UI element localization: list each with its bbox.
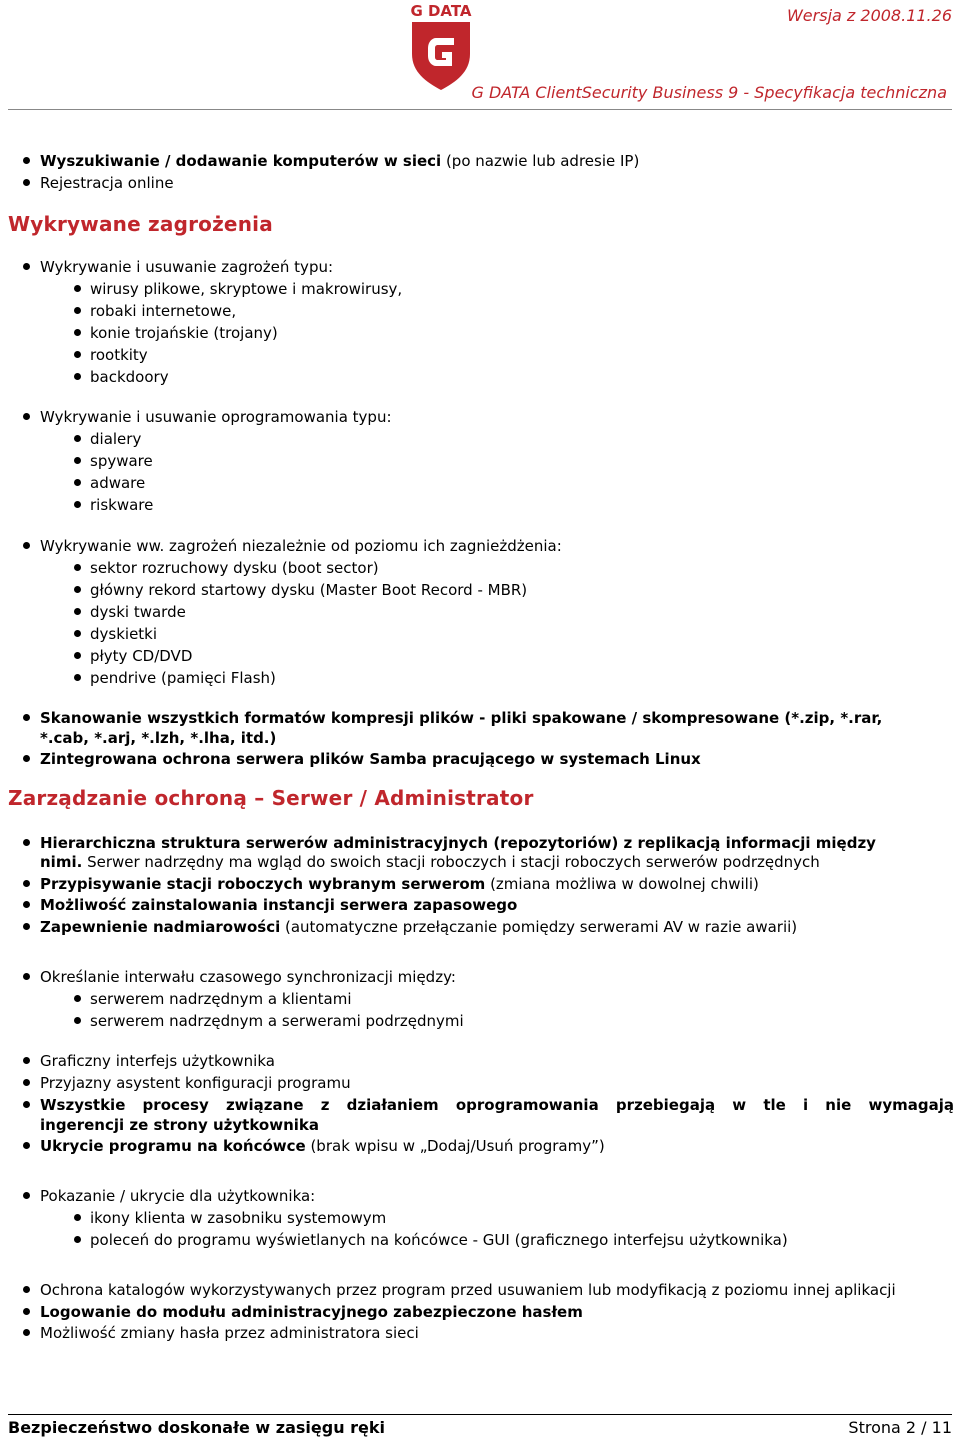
bullet-icon xyxy=(74,586,81,593)
bullet-icon xyxy=(23,1192,30,1199)
list-item: Wykrywanie ww. zagrożeń niezależnie od poziomu ich zagnieżdżenia: xyxy=(40,535,562,557)
sub-list-item: serwerem nadrzędnym a klientami xyxy=(90,988,352,1010)
list-item: Możliwość zmiany hasła przez administratora sieci xyxy=(40,1322,419,1344)
list-item: Ochrona katalogów wykorzystywanych przez program przed usuwaniem lub modyfikacją z poziomu innej aplikacji xyxy=(40,1279,896,1301)
bullet-icon xyxy=(74,307,81,314)
sub-list-item: robaki internetowe, xyxy=(90,300,236,322)
list-item: Hierarchiczna struktura serwerów administracyjnych (repozytoriów) z replikacją informacji między xyxy=(40,832,876,854)
sub-list-item: backdoory xyxy=(90,366,169,388)
sub-list-item: dyskietki xyxy=(90,623,157,645)
section-heading-threats: Wykrywane zagrożenia xyxy=(8,212,273,236)
bullet-icon xyxy=(23,179,30,186)
bullet-icon xyxy=(23,1329,30,1336)
bullet-icon xyxy=(74,564,81,571)
list-item-continuation: ingerencji ze strony użytkownika xyxy=(40,1116,319,1134)
list-item: Rejestracja online xyxy=(40,172,174,194)
bullet-icon xyxy=(23,714,30,721)
bullet-icon xyxy=(74,435,81,442)
gdata-logo xyxy=(406,2,476,94)
bullet-icon xyxy=(74,351,81,358)
list-item: Ukrycie programu na końcówce (brak wpisu w „Dodaj/Usuń programy”) xyxy=(40,1135,605,1157)
sub-list-item: dyski twarde xyxy=(90,601,186,623)
bullet-icon xyxy=(23,880,30,887)
bullet-icon xyxy=(23,1286,30,1293)
footer-slogan: Bezpieczeństwo doskonałe w zasięgu ręki xyxy=(8,1418,386,1437)
header-divider xyxy=(8,109,952,110)
sub-list-item: adware xyxy=(90,472,145,494)
list-item-continuation: nimi. Serwer nadrzędny ma wgląd do swoich stacji roboczych i stacji roboczych serwerów podrzędnych xyxy=(40,853,820,871)
bullet-icon xyxy=(23,923,30,930)
bullet-icon xyxy=(23,263,30,270)
bullet-icon xyxy=(74,995,81,1002)
sub-list-item: spyware xyxy=(90,450,153,472)
sub-list-item: rootkity xyxy=(90,344,148,366)
list-item: Przypisywanie stacji roboczych wybranym serwerom (zmiana możliwa w dowolnej chwili) xyxy=(40,873,759,895)
list-item: Zapewnienie nadmiarowości (automatyczne przełączanie pomiędzy serwerami AV w razie awarii) xyxy=(40,916,797,938)
bullet-icon xyxy=(23,755,30,762)
bullet-icon xyxy=(74,479,81,486)
sub-list-item: konie trojańskie (trojany) xyxy=(90,322,278,344)
bullet-icon xyxy=(74,1214,81,1221)
bullet-icon xyxy=(23,901,30,908)
bullet-icon xyxy=(74,652,81,659)
bullet-icon xyxy=(23,1101,30,1108)
list-item: Wyszukiwanie / dodawanie komputerów w sieci (po nazwie lub adresie IP) xyxy=(40,150,639,172)
sub-list-item: pendrive (pamięci Flash) xyxy=(90,667,276,689)
bullet-icon xyxy=(23,542,30,549)
bullet-icon xyxy=(23,1308,30,1315)
bullet-icon xyxy=(74,674,81,681)
footer-divider xyxy=(8,1414,952,1415)
list-item-continuation: *.cab, *.arj, *.lzh, *.lha, itd.) xyxy=(40,729,277,747)
list-item: Wykrywanie i usuwanie zagrożeń typu: xyxy=(40,256,333,278)
sub-list-item: riskware xyxy=(90,494,153,516)
sub-list-item: sektor rozruchowy dysku (boot sector) xyxy=(90,557,379,579)
logo-text: G DATA xyxy=(410,2,472,20)
bullet-icon xyxy=(23,973,30,980)
bullet-icon xyxy=(23,157,30,164)
list-item: Logowanie do modułu administracyjnego zabezpieczone hasłem xyxy=(40,1301,583,1323)
bullet-icon xyxy=(23,1142,30,1149)
sub-list-item: ikony klienta w zasobniku systemowym xyxy=(90,1207,386,1229)
bullet-icon xyxy=(74,608,81,615)
sub-list-item: poleceń do programu wyświetlanych na końcówce - GUI (graficznego interfejsu użytkownika) xyxy=(90,1229,788,1251)
bullet-icon xyxy=(74,285,81,292)
list-item: Określanie interwału czasowego synchronizacji między: xyxy=(40,966,456,988)
section-heading-management: Zarządzanie ochroną – Serwer / Administrator xyxy=(8,786,534,810)
bullet-icon xyxy=(74,373,81,380)
list-item: Graficzny interfejs użytkownika xyxy=(40,1050,275,1072)
list-item: Wszystkie procesy związane z działaniem oprogramowania przebiegają w tle i nie wymagają xyxy=(40,1094,954,1116)
bullet-icon xyxy=(23,839,30,846)
bullet-icon xyxy=(74,630,81,637)
list-item: Skanowanie wszystkich formatów kompresji plików - pliki spakowane / skompresowane (*.zip, *.rar, xyxy=(40,707,882,729)
bullet-icon xyxy=(23,1057,30,1064)
bullet-icon xyxy=(74,329,81,336)
list-item: Przyjazny asystent konfiguracji programu xyxy=(40,1072,351,1094)
bullet-icon xyxy=(74,501,81,508)
list-item: Wykrywanie i usuwanie oprogramowania typu: xyxy=(40,406,392,428)
sub-list-item: dialery xyxy=(90,428,141,450)
bullet-icon xyxy=(74,1236,81,1243)
sub-list-item: serwerem nadrzędnym a serwerami podrzędnymi xyxy=(90,1010,464,1032)
list-item: Pokazanie / ukrycie dla użytkownika: xyxy=(40,1185,315,1207)
version-label: Wersja z 2008.11.26 xyxy=(786,6,952,25)
sub-list-item: główny rekord startowy dysku (Master Boot Record - MBR) xyxy=(90,579,527,601)
bullet-icon xyxy=(23,413,30,420)
sub-list-item: płyty CD/DVD xyxy=(90,645,192,667)
list-item: Możliwość zainstalowania instancji serwera zapasowego xyxy=(40,894,517,916)
bullet-icon xyxy=(23,1079,30,1086)
page-number: Strona 2 / 11 xyxy=(848,1418,952,1437)
document-title: G DATA ClientSecurity Business 9 - Specyfikacja techniczna xyxy=(471,83,947,102)
bullet-icon xyxy=(74,457,81,464)
list-item: Zintegrowana ochrona serwera plików Samba pracującego w systemach Linux xyxy=(40,748,701,770)
bullet-icon xyxy=(74,1017,81,1024)
sub-list-item: wirusy plikowe, skryptowe i makrowirusy, xyxy=(90,278,402,300)
